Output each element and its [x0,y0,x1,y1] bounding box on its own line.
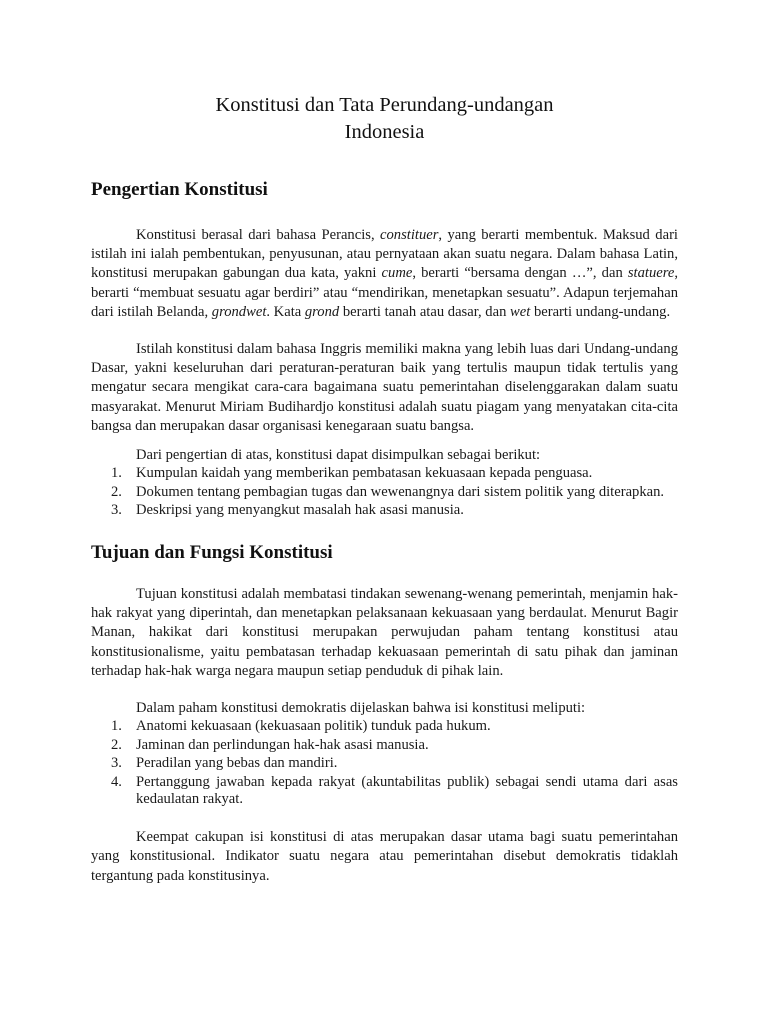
list-item [91,737,678,754]
list-number: 1. [111,465,122,482]
italic-term: cume [381,265,413,282]
document-title-line-1: Konstitusi dan Tata Perundang-undangan [215,94,554,116]
list-number: 1. [111,718,122,735]
list-item-text: Dokumen tentang pembagian tugas dan wewenangnya dari sistem politik yang diterapkan. [136,483,665,500]
section-heading-tujuan: Tujuan dan Fungsi Konstitusi [91,542,333,564]
list-kesimpulan [91,465,678,519]
text-run: berarti undang-undang. [530,303,671,320]
italic-term: statuere [627,265,675,282]
list-lead-tujuan: Dalam paham konstitusi demokratis dijelaskan bahwa isi konstitusi meliputi: [136,700,586,717]
paragraph-pengertian-1 [91,226,678,322]
list-lead-pengertian: Dari pengertian di atas, konstitusi dapat disimpulkan sebagai berikut: [136,447,541,464]
italic-term: constituer [380,227,439,243]
text-run: , berarti “membuat sesuatu agar berdiri” atau “mendirikan, menetapkan sesuatu”. Adapun terjemahan dari istilah Belanda, [91,265,679,320]
text-run: berarti tanah atau dasar, dan [339,303,511,320]
list-item-text: Anatomi kekuasaan (kekuasaan politik) tunduk pada hukum. [136,718,491,735]
document-title-line-2: Indonesia [344,121,425,143]
list-item-text: Pertanggung jawaban kepada rakyat (akuntabilitas publik) sebagai sendi utama dari asas kedaulatan rakyat. [136,774,678,807]
list-number: 3. [111,755,122,772]
section-heading-pengertian: Pengertian Konstitusi [91,179,268,200]
list-item-text: Jaminan dan perlindungan hak-hak asasi manusia. [136,736,429,753]
text-run: Konstitusi berasal dari bahasa Perancis, [136,227,381,243]
list-item [91,484,678,501]
document-page [91,92,678,886]
list-item-text: Kumpulan kaidah yang memberikan pembatasan kekuasaan kepada penguasa. [136,465,593,482]
list-number: 4. [111,774,122,791]
paragraph-tujuan-2: Keempat cakupan isi konstitusi di atas merupakan dasar utama bagi suatu pemerintahan yang konstitusional. Indikator suatu negara atau pemerintahan disebut demokratis tidaklah tergantung pada konstitusinya. [91,829,678,884]
list-item-text: Peradilan yang bebas dan mandiri. [136,755,338,772]
text-run: , yang berarti membentuk. Maksud dari istilah ini ialah pembentukan, penyusunan, atau pernyataan akan suatu negara. Dalam bahasa Latin, konstitusi merupakan gabungan dua kata, yakni [91,227,678,282]
list-item [91,502,678,519]
list-item [91,755,678,772]
paragraph-pengertian-2: Istilah konstitusi dalam bahasa Inggris memiliki makna yang lebih luas dari Undang-undang Dasar, yakni keseluruhan dari peraturan-peraturan baik yang tertulis maupun tidak tertulis yang mengatur secara mengikat cara-cara bagaimana suatu pemerintahan diselenggarakan dalam suatu masyarakat. Menurut Miriam Budihardjo konstitusi adalah suatu piagam yang menyatakan cita-cita bangsa dan merupakan dasar organisasi kenegaraan suatu bangsa. [91,341,678,434]
list-number: 3. [111,502,122,519]
list-number: 2. [111,736,122,753]
list-item [91,774,678,807]
list-number: 2. [111,483,122,500]
list-item [91,718,678,735]
italic-term: grond [304,303,340,320]
list-item-text: Deskripsi yang menyangkut masalah hak asasi manusia. [136,502,464,519]
text-run: . Kata [266,303,305,320]
italic-term: grondwet [211,303,267,320]
italic-term: wet [510,303,531,320]
list-isi-konstitusi [91,718,678,807]
paragraph-tujuan-1: Tujuan konstitusi adalah membatasi tindakan sewenang-wenang pemerintah, menjamin hak-hak rakyat yang diperintah, dan menetapkan pelaksanaan kekuasaan yang berdaulat. Menurut Bagir Manan, hakikat dari konstitusi merupakan perwujudan paham tentang konstitusi atau konstitusionalisme, yaitu pembatasan terhadap kekuasaan pemerintah di satu pihak dan jaminan terhadap hak-hak warga negara maupun setiap penduduk di pihak lain. [91,586,678,679]
text-run: , berarti “bersama dengan …”, dan [412,265,628,282]
list-item [91,465,678,482]
document-title [91,92,678,146]
